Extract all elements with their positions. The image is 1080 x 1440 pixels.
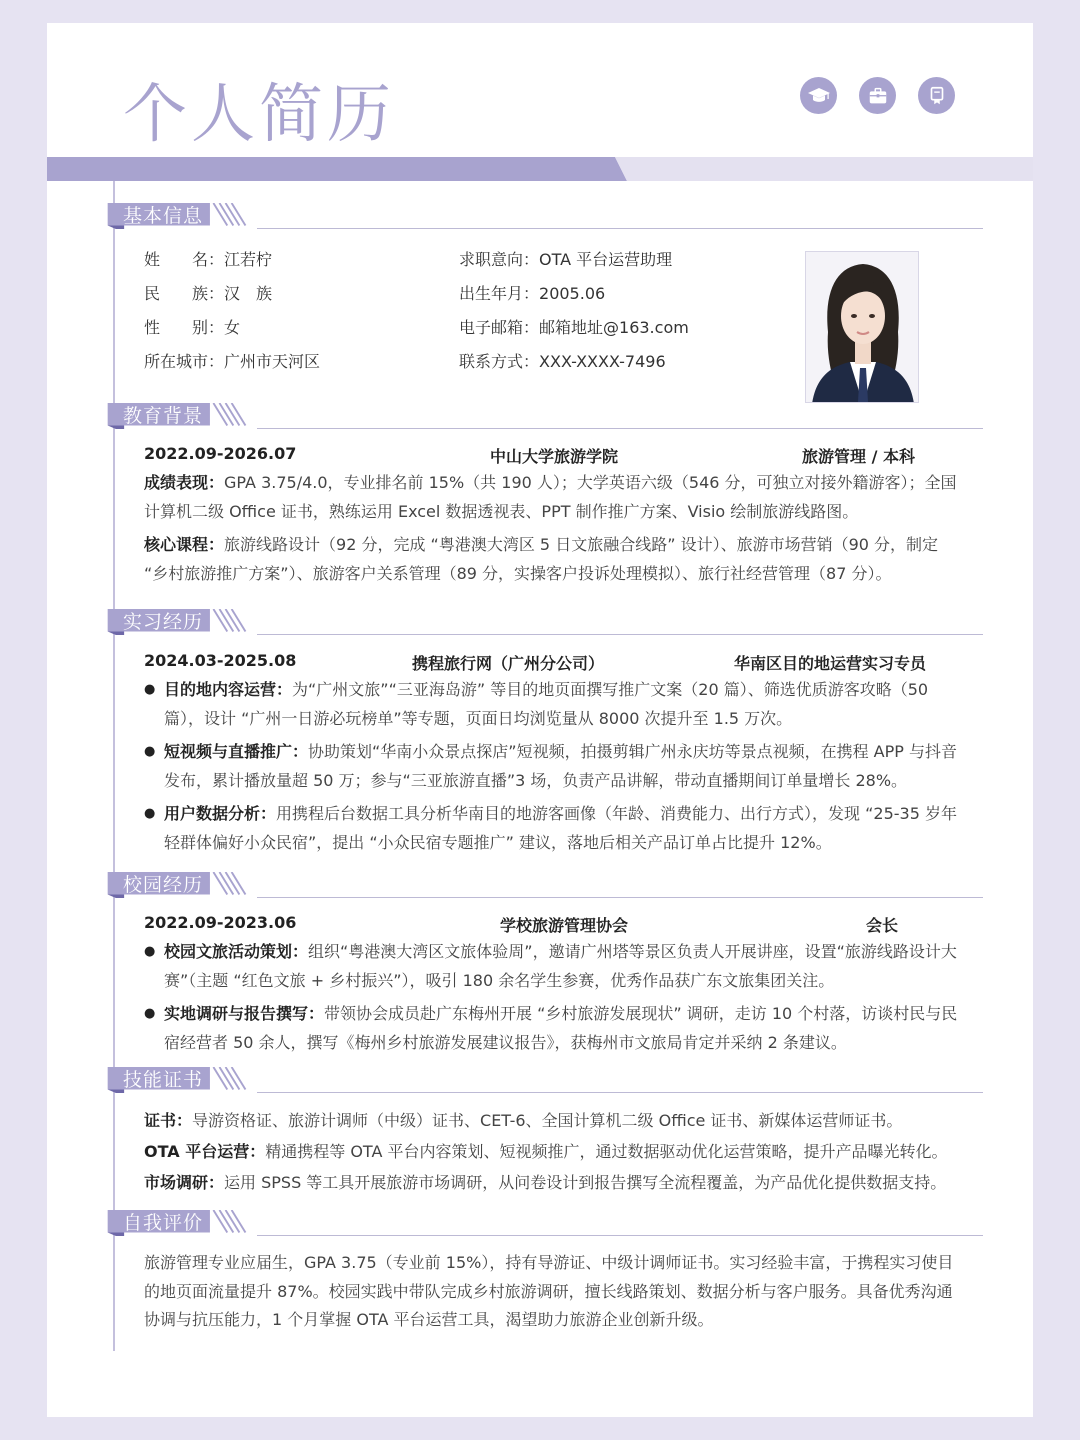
info-row-email: 电子邮箱： 邮箱地址@163.com — [459, 318, 689, 337]
graduation-cap-icon — [800, 77, 837, 114]
list-item: ● 短视频与直播推广：协助策划“华南小众景点探店”短视频，拍摄剪辑广州永庆坊等景点视频，在携程 APP 与抖音发布，累计播放量超 50 万；参与“三亚旅游直播”3 场，负责产品讲解，带动直播期间订单量增长 28%。 — [144, 738, 964, 795]
info-row-phone: 联系方式： XXX-XXXX-7496 — [459, 352, 666, 371]
profile-photo — [805, 251, 919, 403]
timeline-rule — [113, 181, 115, 1351]
certificate-icon — [918, 77, 955, 114]
header-icons — [800, 77, 955, 114]
internship-role: 华南区目的地运营实习专员 — [734, 654, 927, 673]
section-education — [97, 403, 983, 431]
page-title: 个人简历 — [123, 78, 395, 152]
section-title: 教育背景 — [123, 405, 204, 427]
resume-page — [47, 23, 1033, 1417]
campus-org: 学校旅游管理协会 — [500, 916, 629, 935]
info-row-birth: 出生年月： 2005.06 — [459, 284, 606, 303]
info-row-objective: 求职意向： OTA 平台运营助理 — [459, 250, 673, 269]
briefcase-icon — [859, 77, 896, 114]
education-school: 中山大学旅游学院 — [490, 447, 619, 466]
internship-header-line — [144, 651, 934, 675]
campus-period: 2022.09-2023.06 — [144, 913, 297, 932]
list-item: ● 校园文旅活动策划：组织“粤港澳大湾区文旅体验周”，邀请广州塔等景区负责人开展讲座，设置“旅游线路设计大赛”（主题 “红色文旅 + 乡村振兴”），吸引 180 余名学生参赛，优秀作品获广东文旅集团关注。 — [144, 938, 964, 995]
section-rule — [257, 428, 983, 429]
section-title: 实习经历 — [123, 611, 204, 633]
info-row-city: 所在城市： 广州市天河区 — [144, 352, 321, 371]
info-row-ethnicity: 民 族： 汉 族 — [144, 284, 273, 303]
section-basic-info — [97, 203, 983, 231]
campus-role: 会长 — [866, 916, 899, 935]
section-rule — [257, 1235, 983, 1236]
info-row-name: 姓 名： 江若柠 — [144, 250, 273, 269]
campus-header-line — [144, 913, 934, 937]
basic-info-left — [144, 243, 320, 379]
section-self-eval — [97, 1210, 983, 1238]
self-evaluation-text: 旅游管理专业应届生，GPA 3.75（专业前 15%），持有导游证、中级计调师证书。实习经验丰富，于携程实习使目的地页面流量提升 87%。校园实践中带队完成乡村旅游调研，擅长线路策划、数据分析与客户服务。具备优秀沟通协调与抗压能力，1 个月掌握 OTA 平台运营工具，渴望助力旅游企业创新升级。 — [144, 1253, 954, 1329]
list-item: ● 实地调研与报告撰写：带领协会成员赴广东梅州开展 “乡村旅游发展现状” 调研，走访 10 个村落，访谈村民与民宿经营者 50 余人，撰写《梅州乡村旅游发展建议报告》，获梅州市文旅局肯定并采纳 2 条建议。 — [144, 1000, 964, 1057]
skill-market-research: 市场调研：运用 SPSS 等工具开展旅游市场调研，从问卷设计到报告撰写全流程覆盖，为产品优化提供数据支持。 — [144, 1173, 947, 1192]
section-campus — [97, 872, 983, 900]
basic-info-right — [459, 243, 689, 379]
skill-ota: OTA 平台运营：精通携程等 OTA 平台内容策划、短视频推广，通过数据驱动优化运营策略，提升产品曝光转化。 — [144, 1142, 948, 1161]
section-title: 技能证书 — [123, 1069, 204, 1091]
skill-certificates: 证书：导游资格证、旅游计调师（中级）证书、CET-6、全国计算机二级 Office 证书、新媒体运营师证书。 — [144, 1111, 903, 1130]
header-band — [47, 157, 1033, 181]
list-item: ● 用户数据分析：用携程后台数据工具分析华南目的地游客画像（年龄、消费能力、出行方式），发现 “25-35 岁年轻群体偏好小众民宿”，提出 “小众民宿专题推广” 建议，落地后相关产品订单占比提升 12%。 — [144, 800, 964, 857]
section-title: 自我评价 — [123, 1212, 204, 1234]
internship-company: 携程旅行网（广州分公司） — [412, 654, 605, 673]
section-title: 基本信息 — [123, 205, 204, 227]
education-courses: 核心课程：旅游线路设计（92 分，完成 “粤港澳大湾区 5 日文旅融合线路” 设计）、旅游市场营销（90 分，制定 “乡村旅游推广方案”）、旅游客户关系管理（89 分，实操客户投诉处理模拟）、旅行社经营管理（87 分）。 — [144, 535, 939, 583]
education-period: 2022.09-2026.07 — [144, 444, 297, 463]
section-rule — [257, 228, 983, 229]
education-performance: 成绩表现：GPA 3.75/4.0，专业排名前 15%（共 190 人）；大学英语六级（546 分，可独立对接外籍游客）；全国计算机二级 Office 证书，熟练运用 Excel 数据透视表、PPT 制作推广方案、Visio 绘制旅游线路图。 — [144, 473, 957, 521]
section-rule — [257, 634, 983, 635]
section-rule — [257, 1092, 983, 1093]
section-internship — [97, 609, 983, 637]
internship-period: 2024.03-2025.08 — [144, 651, 297, 670]
education-header-line — [144, 444, 934, 468]
section-title: 校园经历 — [123, 874, 204, 896]
list-item: ● 目的地内容运营：为“广州文旅”“三亚海岛游” 等目的地页面撰写推广文案（20 篇）、筛选优质游客攻略（50 篇），设计 “广州一日游必玩榜单”等专题，页面日均浏览量从 8000 次提升至 1.5 万次。 — [144, 676, 964, 733]
education-major: 旅游管理 / 本科 — [802, 447, 915, 466]
info-row-gender: 性 别： 女 — [144, 318, 241, 337]
section-rule — [257, 897, 983, 898]
section-skills — [97, 1067, 983, 1095]
